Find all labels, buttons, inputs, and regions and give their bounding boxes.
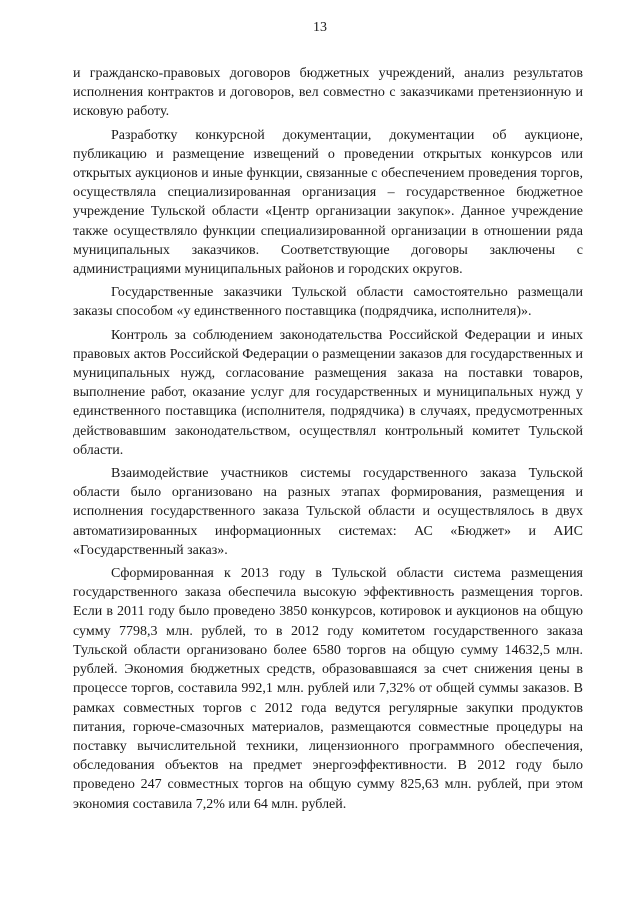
paragraph-compliance-control: Контроль за соблюдением законодательства Российской Федерации и иных правовых актов Российской Федерации о размещении заказов для государственных и муниципальных нужд, согласование размещения заказа на поставки товаров, выполнение работ, оказание услуг для государственных и муниципальных нужд у единственного поставщика (исполнителя, подрядчика) в случаях, предусмотренных действовавшим законодательством, осуществлял контрольный комитет Тульской области. [73, 327, 583, 458]
paragraph-single-supplier: Государственные заказчики Тульской области самостоятельно размещали заказы способом «у единственного поставщика (подрядчика, исполнителя)». [73, 285, 583, 320]
paragraph-procurement-efficiency: Сформированная к 2013 году в Тульской области система размещения государственного заказа обеспечила высокую эффективность размещения торгов. Если в 2011 году было проведено 3850 конкурсов, котировок и аукционов на общую сумму 7798,3 млн. рублей, то в 2012 году комитетом государственного заказа Тульской области организовано более 6580 торгов на общую сумму 14632,5 млн. рублей. Экономия бюджетных средств, образовавшаяся за счет снижения цены в процессе торгов, составила 992,1 млн. рублей или 7,32% от общей суммы заказов. В рамках совместных торгов с 2012 года ведутся регулярные закупки продуктов питания, горюче-смазочных материалов, размещаются совместные процедуры на поставку вычислительной техники, лицензионного программного обеспечения, обследования объектов на предмет энергоэффективности. В 2012 году было проведено 247 совместных торгов на общую сумму 825,63 млн. рублей, при этом экономия составила 7,2% или 64 млн. рублей. [73, 566, 583, 812]
paragraph-contract-analysis: и гражданско-правовых договоров бюджетных учреждений, анализ результатов исполнения контрактов и договоров, вел совместно с заказчиками претензионную и исковую работу. [73, 66, 583, 120]
paragraph-information-systems: Взаимодействие участников системы государственного заказа Тульской области было организовано на разных этапах формирования, размещения и исполнения государственного заказа Тульской области и осуществлялось в двух автоматизированных информационных системах: АС «Бюджет» и АИС «Государственный заказ». [73, 466, 583, 558]
document-body [73, 64, 583, 818]
paragraph-tender-documentation: Разработку конкурсной документации, документации об аукционе, публикацию и размещение извещений о проведении открытых конкурсов или открытых аукционов и иные функции, связанные с обеспечением проведения торгов, осуществляла специализированная организация – государственное бюджетное учреждение Тульской области «Центр организации закупок». Данное учреждение также осуществляло функции специализированной организации в отношении ряда муниципальных заказчиков. Соответствующие договоры заключены с администрациями муниципальных районов и городских округов. [73, 127, 583, 278]
page-number: 13 [313, 20, 327, 35]
